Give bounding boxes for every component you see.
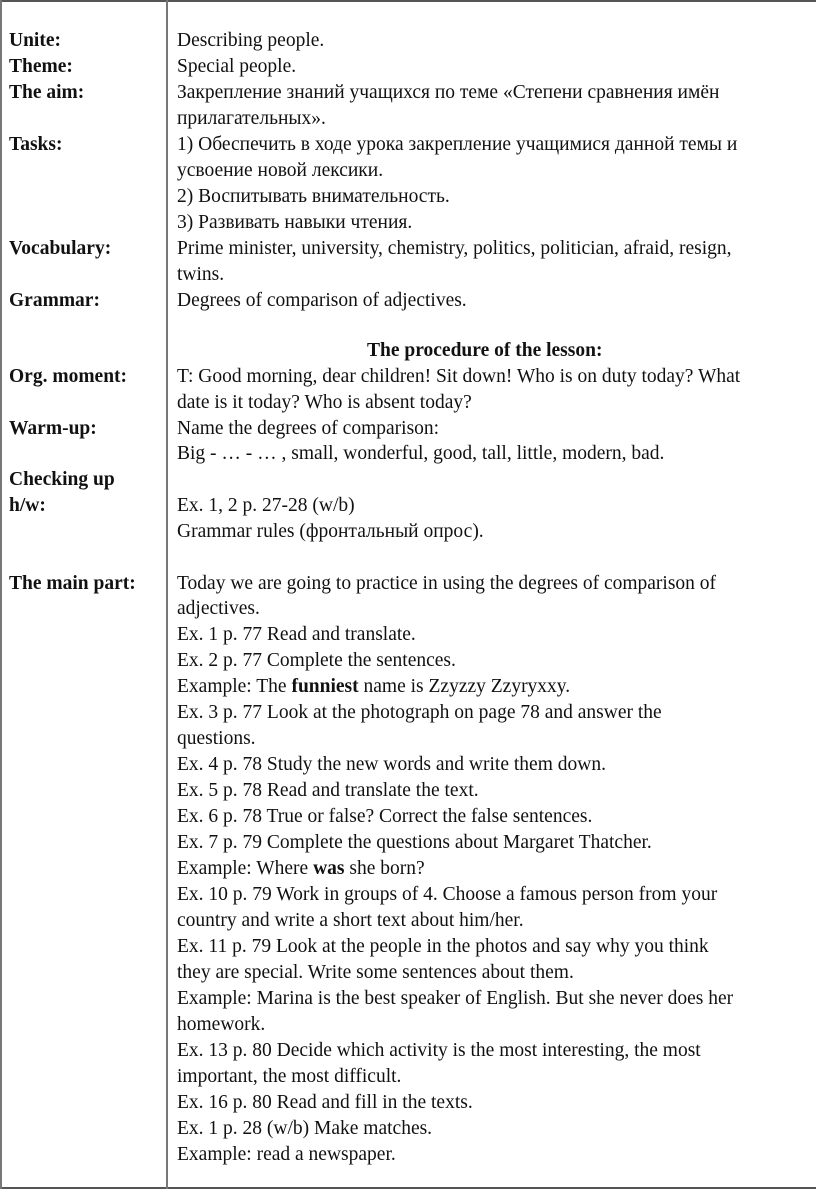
label-org-moment: Org. moment: [9,366,128,387]
main-line: Ex. 10 p. 79 Work in groups of 4. Choose a famous person from your [177,884,718,905]
theme-value: Special people. [177,56,297,77]
main-line: Ex. 16 p. 80 Read and fill in the texts. [177,1092,473,1113]
procedure-heading: The procedure of the lesson: [367,340,603,361]
label-checking-up: Checking up [9,469,115,490]
label-unite: Unite: [9,30,61,51]
hw-line-2: Grammar rules (фронтальный опрос). [177,521,484,542]
label-grammar: Grammar: [9,290,100,311]
grammar-value: Degrees of comparison of adjectives. [177,290,467,311]
main-line: Example: read a newspaper. [177,1144,396,1165]
main-line: adjectives. [177,598,260,619]
main-line: Ex. 4 p. 78 Study the new words and write them down. [177,754,606,775]
warm-line-2: Big - … - … , small, wonderful, good, tall, little, modern, bad. [177,443,665,464]
unite-value: Describing people. [177,30,325,51]
main-line: Ex. 3 p. 77 Look at the photograph on page 78 and answer the [177,702,662,723]
main-line: Ex. 11 p. 79 Look at the people in the photos and say why you think [177,936,709,957]
example-prefix: Example: The [177,676,292,697]
label-main-part: The main part: [9,573,136,594]
main-line: Ex. 13 p. 80 Decide which activity is the most interesting, the most [177,1040,701,1061]
main-line: Ex. 5 p. 78 Read and translate the text. [177,780,479,801]
label-theme: Theme: [9,56,73,77]
example-prefix: Example: Where [177,858,314,879]
main-line: questions. [177,728,256,749]
main-line: Ex. 7 p. 79 Complete the questions about Margaret Thatcher. [177,832,652,853]
org-line-1: T: Good morning, dear children! Sit down! Who is on duty today? What [177,366,741,387]
tasks-line-4: 3) Развивать навыки чтения. [177,212,413,233]
tasks-line-1: 1) Обеспечить в ходе урока закрепление учащимися данной темы и [177,134,738,155]
main-line: Ex. 6 p. 78 True or false? Correct the false sentences. [177,806,593,827]
example-was [177,856,425,882]
tasks-line-2: усвоение новой лексики. [177,160,384,181]
vocab-line-1: Prime minister, university, chemistry, politics, politician, afraid, resign, [177,238,732,259]
label-tasks: Tasks: [9,134,63,155]
org-line-2: date is it today? Who is absent today? [177,392,472,413]
label-warm-up: Warm-up: [9,418,97,439]
main-line: country and write a short text about him/her. [177,910,524,931]
example-suffix: name is Zzyzzy Zzyryxxy. [358,676,571,697]
label-aim: The aim: [9,82,85,103]
aim-line-2: прилагательных». [177,108,326,129]
main-line: Ex. 2 p. 77 Complete the sentences. [177,650,456,671]
table-border-top [0,0,816,2]
hw-line-1: Ex. 1, 2 p. 27-28 (w/b) [177,495,355,516]
warm-line-1: Name the degrees of comparison: [177,418,440,439]
main-line: Today we are going to practice in using the degrees of comparison of [177,573,717,594]
main-line: they are special. Write some sentences about them. [177,962,574,983]
main-line: Ex. 1 p. 28 (w/b) Make matches. [177,1118,433,1139]
label-vocabulary: Vocabulary: [9,238,112,259]
main-line: homework. [177,1014,266,1035]
main-line: important, the most difficult. [177,1066,402,1087]
aim-line-1: Закрепление знаний учащихся по теме «Степени сравнения имён [177,82,720,103]
example-funniest [177,674,570,700]
table-border-bottom [0,1187,816,1189]
tasks-line-3: 2) Воспитывать внимательность. [177,186,450,207]
main-line: Ex. 1 p. 77 Read and translate. [177,624,416,645]
example-bold-word: was [313,858,345,879]
main-line: Example: Marina is the best speaker of English. But she never does her [177,988,734,1009]
example-suffix: she born? [344,858,425,879]
example-bold-word: funniest [291,676,359,697]
column-divider [166,0,168,1189]
vocab-line-2: twins. [177,264,225,285]
table-border-left [0,0,2,1189]
label-hw: h/w: [9,495,46,516]
